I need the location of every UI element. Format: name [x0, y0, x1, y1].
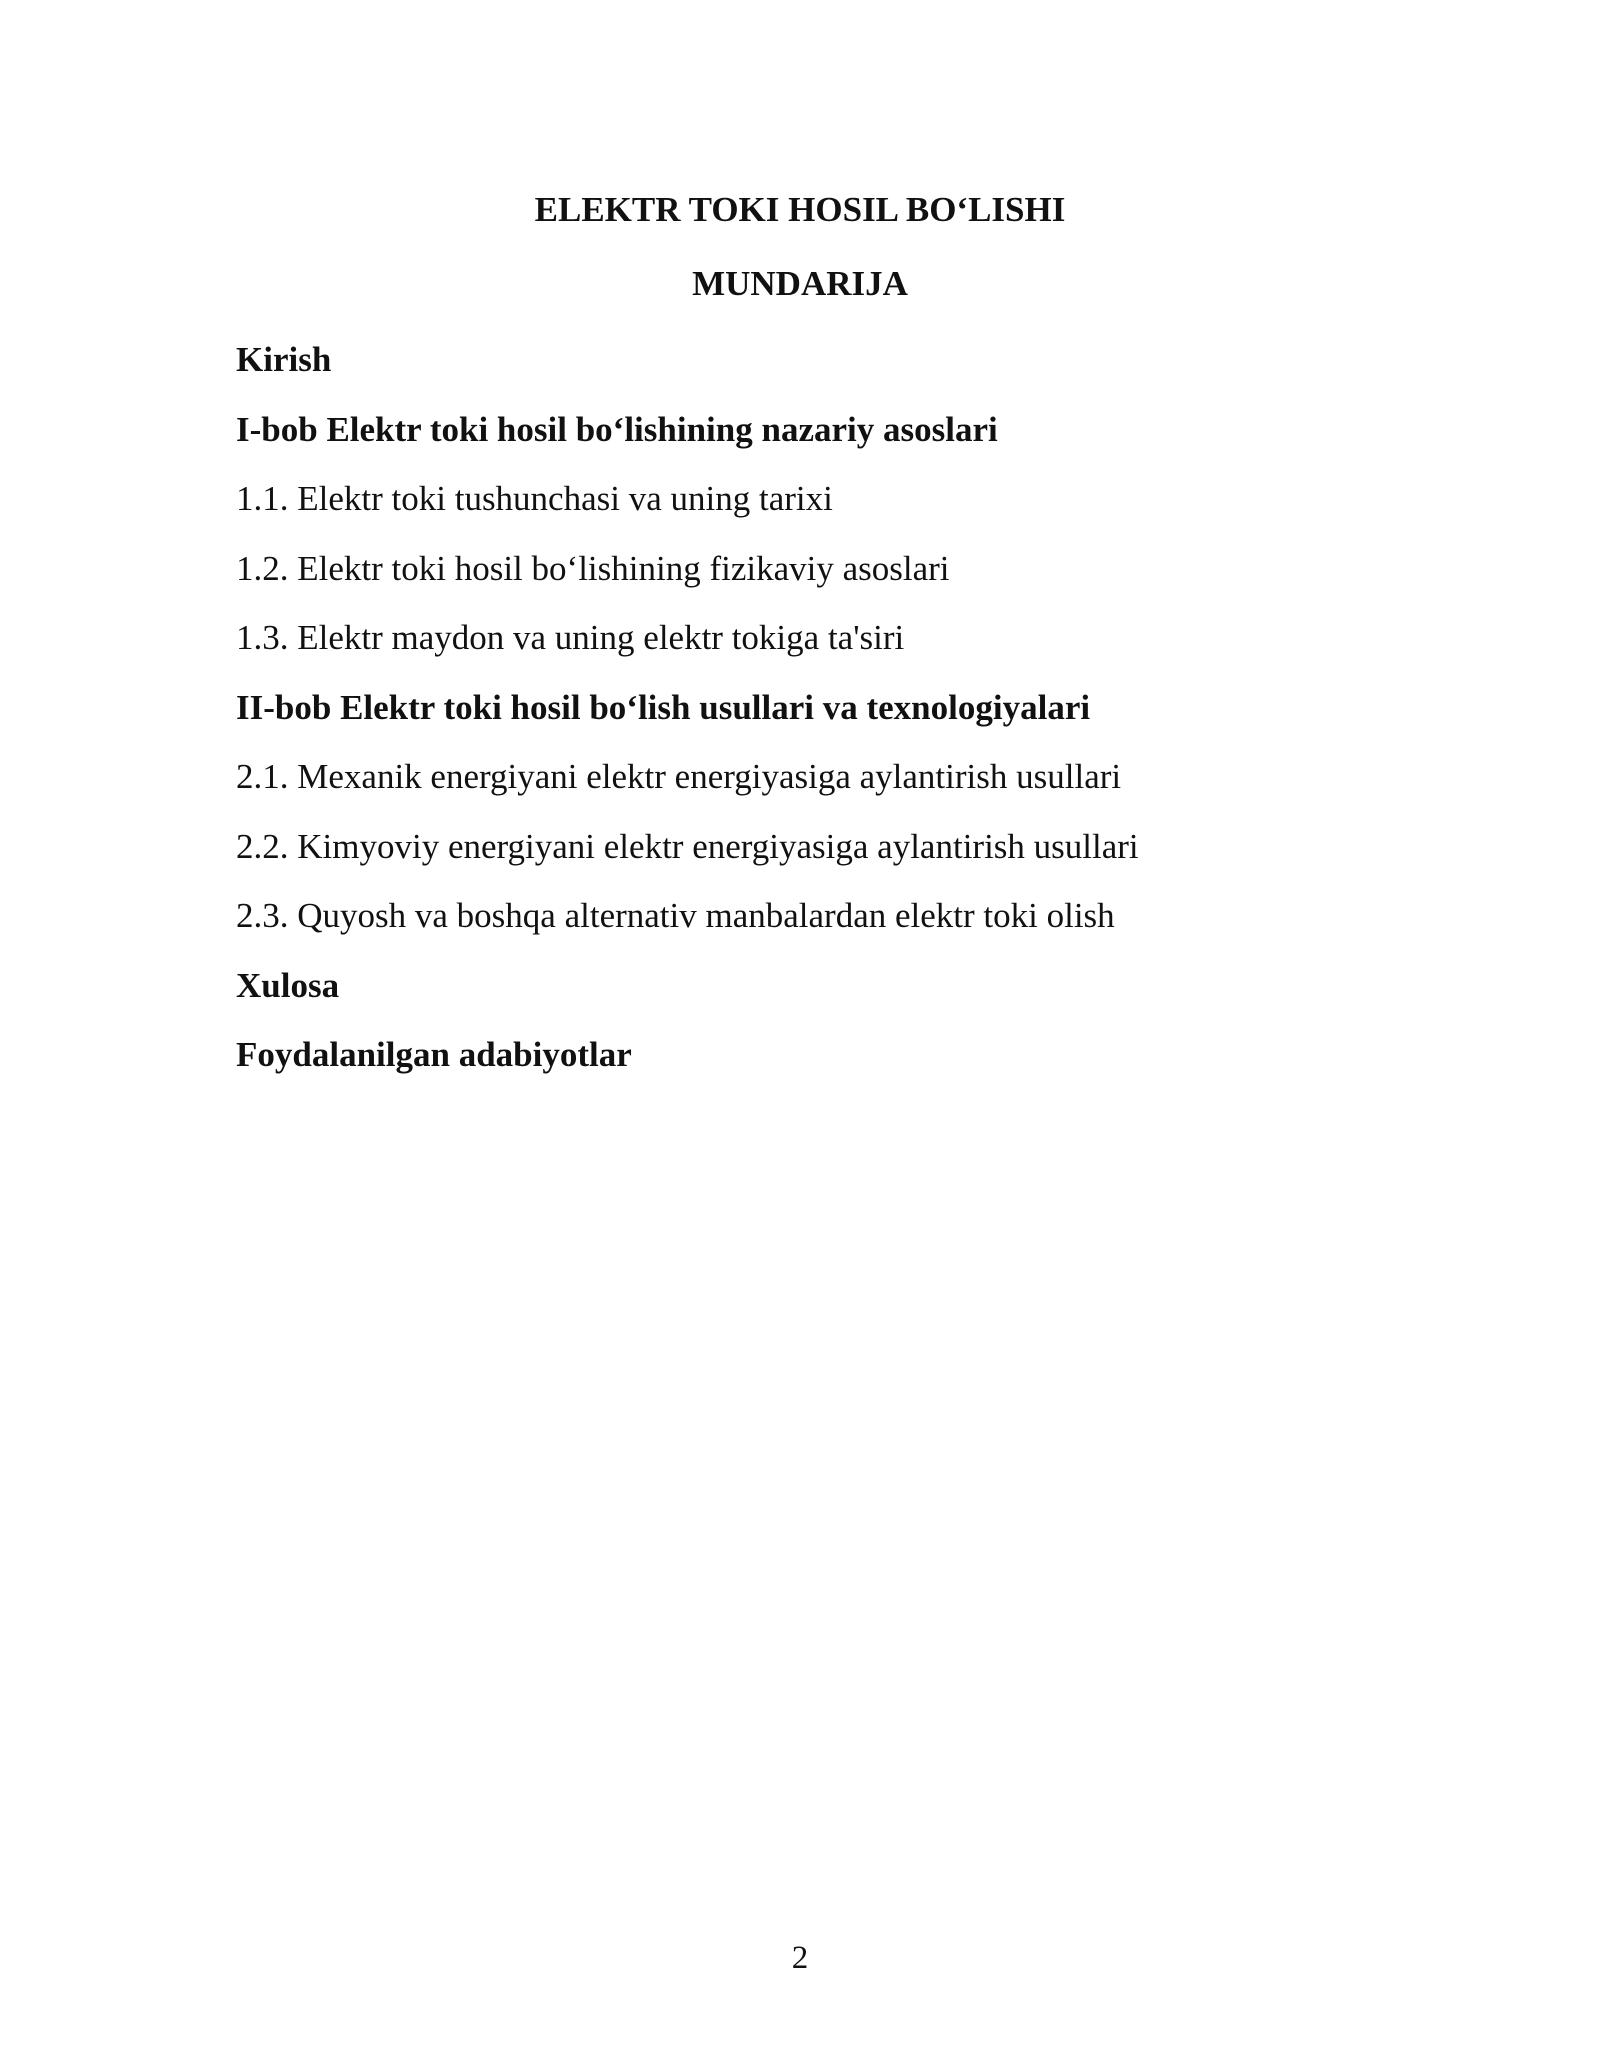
toc-item-chapter-1: I-bob Elektr toki hosil bo‘lishining nazariy asoslari — [236, 409, 998, 449]
toc-item-2-1: 2.1. Mexanik energiyani elektr energiyasiga aylantirish usullari — [236, 757, 1122, 796]
toc-item-2-3: 2.3. Quyosh va boshqa alternativ manbalardan elektr toki olish — [236, 896, 1115, 935]
toc-item-1-3: 1.3. Elektr maydon va uning elektr tokiga ta'siri — [236, 618, 905, 657]
toc-item-1-1: 1.1. Elektr toki tushunchasi va uning tarixi — [236, 479, 833, 518]
table-of-contents — [236, 336, 1436, 1101]
toc-item-xulosa: Xulosa — [236, 965, 340, 1005]
toc-item-kirish: Kirish — [236, 340, 332, 379]
page-number: 2 — [791, 1940, 809, 1976]
toc-item-references: Foydalanilgan adabiyotlar — [236, 1035, 632, 1074]
document-title: ELEKTR TOKI HOSIL BO‘LISHI — [534, 190, 1066, 229]
toc-item-2-2: 2.2. Kimyoviy energiyani elektr energiyasiga aylantirish usullari — [236, 826, 1139, 866]
toc-item-1-2: 1.2. Elektr toki hosil bo‘lishining fizikaviy asoslari — [236, 548, 950, 588]
toc-item-chapter-2: II-bob Elektr toki hosil bo‘lish usullari va texnologiyalari — [236, 687, 1091, 727]
toc-heading: MUNDARIJA — [692, 264, 908, 303]
